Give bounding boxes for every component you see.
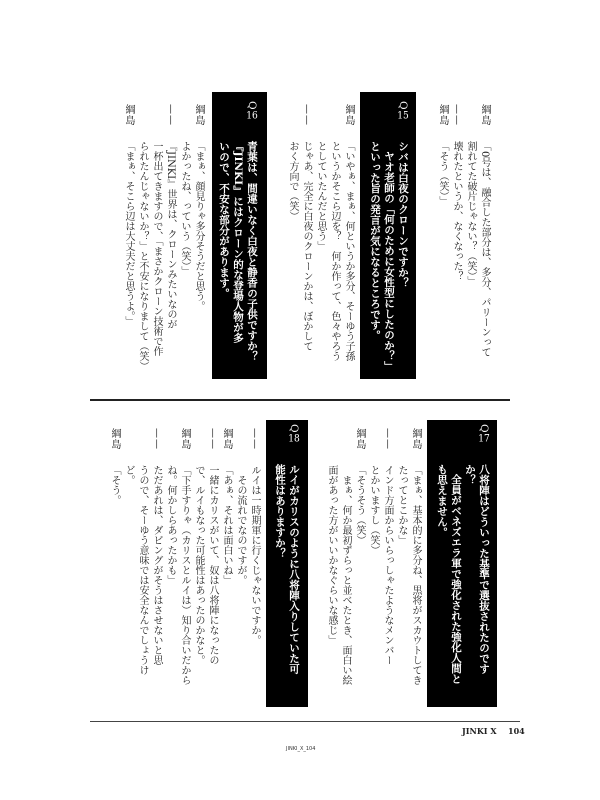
dialogue-text: 「そうそう（笑）: [354, 465, 365, 545]
speaker-label: 綱島: [123, 104, 134, 126]
question-number-label: [450, 424, 462, 464]
question-line: [478, 424, 490, 674]
dialogue-line: [395, 428, 407, 545]
dialogue-text: 「0号は、融合した部分は、多分、パリーンって: [479, 141, 490, 358]
question-number-label: [246, 101, 258, 141]
section-divider: [90, 399, 510, 401]
speaker-label: 綱島: [109, 428, 120, 450]
question-text: シバは白夜のクローンですか？: [397, 141, 409, 288]
question-line: [369, 101, 381, 341]
question-text: ルイがカリスのように八将陣入りしていた可: [288, 464, 300, 674]
question-line: [218, 101, 230, 299]
dialogue-text: 「まぁ、顔見りゃ多分そうだと思う。: [193, 141, 204, 311]
page-number: 104: [508, 726, 525, 736]
indent: [339, 465, 351, 475]
question-line: [246, 101, 258, 362]
line-spacer: [339, 428, 351, 465]
dialogue-text: おく方向で（笑）: [287, 141, 298, 221]
question-line: [288, 424, 300, 674]
interviewer-dash: ——: [451, 104, 462, 126]
dialogue-line: [409, 428, 421, 685]
dialogue-text: というかそこら辺を？ 何か作って、色々やろう: [329, 141, 340, 361]
speaker-label: 綱島: [479, 104, 490, 126]
dialogue-line: [192, 104, 204, 311]
question-line: [436, 424, 448, 538]
line-spacer: [234, 428, 246, 465]
dialogue-line: [342, 104, 354, 361]
dialogue-text: 「いやぁ、まぁ、何というか多分、そーゆう子孫: [343, 141, 354, 361]
dialogue-text: 一杯出てきますので、「まさかクローン技術で作: [151, 141, 162, 356]
dialogue-text: とかいますし（笑）: [368, 465, 379, 555]
dialogue-line: [234, 428, 246, 585]
dialogue-line: [220, 428, 232, 585]
footer-title: JINKI X: [462, 726, 497, 736]
dialogue-text: 一緒にカリスがいて、奴は八将陣になったの: [207, 465, 218, 665]
dialogue-line: [353, 428, 365, 545]
question-number-label: [464, 424, 476, 464]
dialogue-text: 「あぁ、それは面白いね」: [221, 465, 232, 585]
indent: [383, 141, 395, 151]
file-label: JINKI_X_104: [286, 746, 316, 752]
dialogue-text: られたんじゃないか？」と不安になりまして（笑）: [137, 141, 148, 371]
question-number: 17: [478, 432, 490, 444]
dialogue-line: [286, 104, 298, 221]
question-number-label: [478, 424, 490, 464]
question-number-label: [274, 424, 286, 464]
speaker-label: 綱島: [437, 104, 448, 126]
question-line: [232, 101, 244, 343]
dialogue-line: [178, 104, 190, 276]
speaker-label: 綱島: [354, 428, 365, 450]
interviewer-dash: ——: [249, 428, 260, 450]
question-text: 『JINKI』にはクローン的な登場人物が多: [232, 141, 244, 343]
speaker-label: 綱島: [410, 428, 421, 450]
question-number: 18: [288, 432, 300, 444]
question-box-q18: [266, 420, 308, 707]
footer-rule: [90, 721, 520, 722]
dialogue-text: 『JINKI』世界は、クローンみたいなのが: [165, 141, 176, 330]
question-number-label: [218, 101, 230, 141]
speaker-label: 綱島: [221, 428, 232, 450]
interviewer-dash: ——: [165, 104, 176, 126]
dialogue-text: 「下手すりゃ（カリスとルイは）知り合いだから: [179, 465, 190, 685]
dialogue-line: [122, 428, 134, 485]
question-number: 15: [397, 109, 409, 121]
line-spacer: [122, 428, 134, 465]
dialogue-line: [150, 104, 162, 356]
line-spacer: [178, 104, 190, 141]
dialogue-text: ルイは一時期軍に行くじゃないですか。: [249, 465, 260, 645]
dialogue-line: [164, 104, 176, 329]
question-text: 能性はありますか？: [274, 464, 286, 559]
dialogue-text: その流れでなのですが。: [235, 475, 246, 585]
dialogue-text: としていたんだと思う」: [315, 141, 326, 251]
question-number-label: [288, 424, 300, 464]
line-spacer: [314, 104, 326, 141]
dialogue-text: じゃあ、完全に白夜のクローンかは、ぼかして: [301, 141, 312, 351]
dialogue-text: 面があった方がいいかなぐらいな感じ」: [326, 465, 337, 645]
dialogue-line: [136, 104, 148, 371]
question-text: といった旨の発言が気になるところです。: [369, 141, 381, 341]
line-spacer: [328, 104, 340, 141]
line-spacer: [150, 104, 162, 141]
question-q: Q: [246, 101, 258, 110]
line-spacer: [395, 428, 407, 465]
question-number-label: [383, 101, 395, 141]
dialogue-text: ただあれは、ダビングがそうはさせないと思: [151, 465, 162, 665]
question-text: 全員がベネズエラ軍で強化された強化人間と: [450, 474, 462, 684]
line-spacer: [286, 104, 298, 141]
speaker-label: 綱島: [193, 104, 204, 126]
question-number-label: [397, 101, 409, 141]
question-line: [383, 101, 395, 372]
question-number-label: [369, 101, 381, 141]
question-line: [450, 424, 462, 684]
dialogue-text: ね。何かしらあったかも」: [165, 465, 176, 585]
line-spacer: [367, 428, 379, 465]
dialogue-line: [108, 428, 120, 505]
question-q: Q: [478, 424, 490, 433]
dialogue-line: [136, 428, 148, 675]
dialogue-line: [122, 104, 134, 326]
interviewer-dash: ——: [207, 428, 218, 450]
dialogue-text: ど。: [123, 465, 134, 485]
question-text: 八将陣はどういった基準で選抜されたのです: [478, 464, 490, 674]
question-text: 青葉は、間違いなく白夜と静香の子供ですか？: [246, 141, 258, 362]
dialogue-line: [436, 104, 448, 206]
line-spacer: [325, 428, 337, 465]
dialogue-text: 「そう。: [109, 465, 120, 505]
line-spacer: [164, 428, 176, 465]
interviewer-dash: ——: [301, 104, 312, 126]
question-text: も思えません。: [436, 464, 448, 538]
question-text: いので、不安な部分があります。: [218, 141, 230, 299]
line-spacer: [464, 104, 476, 141]
dialogue-line: [178, 428, 190, 685]
indent: [234, 465, 246, 475]
question-line: [397, 101, 409, 288]
indent: [450, 464, 462, 474]
dialogue-line: [206, 428, 218, 665]
question-q: Q: [288, 424, 300, 433]
dialogue-text: 「まぁ、そこら辺は大丈夫だと思うよ。」: [123, 141, 134, 326]
question-q: Q: [397, 101, 409, 110]
dialogue-text: うので、そーゆう意味では安全なんでしょうけ: [137, 465, 148, 675]
dialogue-line: [450, 104, 462, 281]
dialogue-line: [478, 104, 490, 357]
dialogue-text: 割れてた破片じゃない？（笑）」: [465, 141, 476, 286]
dialogue-text: たってとこかな」: [396, 465, 407, 545]
dialogue-line: [192, 428, 204, 665]
question-line: [464, 424, 476, 485]
speaker-label: 綱島: [179, 428, 190, 450]
speaker-label: 綱島: [343, 104, 354, 126]
dialogue-line: [328, 104, 340, 361]
interviewer-dash: ——: [151, 428, 162, 450]
dialogue-text: よかったね、っていう（笑）」: [179, 141, 190, 276]
dialogue-line: [300, 104, 312, 351]
dialogue-line: [464, 104, 476, 286]
line-spacer: [192, 428, 204, 465]
question-number-label: [232, 101, 244, 141]
line-spacer: [136, 104, 148, 141]
question-text: ヤオ老師の「何のために女性型にしたのか？」: [383, 151, 395, 372]
question-number: 16: [246, 109, 258, 121]
dialogue-text: インド方面からいらっしゃたようなメンバー: [382, 465, 393, 665]
question-line: [274, 424, 286, 559]
dialogue-text: 「まぁ、基本的に多分ね、黒将がスカウトしてき: [410, 465, 421, 685]
question-text: か？: [464, 464, 476, 485]
dialogue-line: [367, 428, 379, 555]
dialogue-line: [150, 428, 162, 665]
dialogue-text: 壊れたというか、なくなった？: [451, 141, 462, 281]
interviewer-dash: ——: [382, 428, 393, 450]
dialogue-text: まぁ、何か最初ずらっと並べたとき、面白い絵: [340, 475, 351, 685]
question-number-label: [436, 424, 448, 464]
dialogue-line: [248, 428, 260, 645]
dialogue-text: で、ルイもなった可能性はあったのかなと。: [193, 465, 204, 665]
dialogue-line: [314, 104, 326, 251]
dialogue-line: [325, 428, 337, 645]
dialogue-line: [339, 428, 351, 685]
line-spacer: [136, 428, 148, 465]
dialogue-line: [381, 428, 393, 665]
dialogue-line: [164, 428, 176, 585]
dialogue-text: 「そう（笑）」: [437, 141, 448, 206]
